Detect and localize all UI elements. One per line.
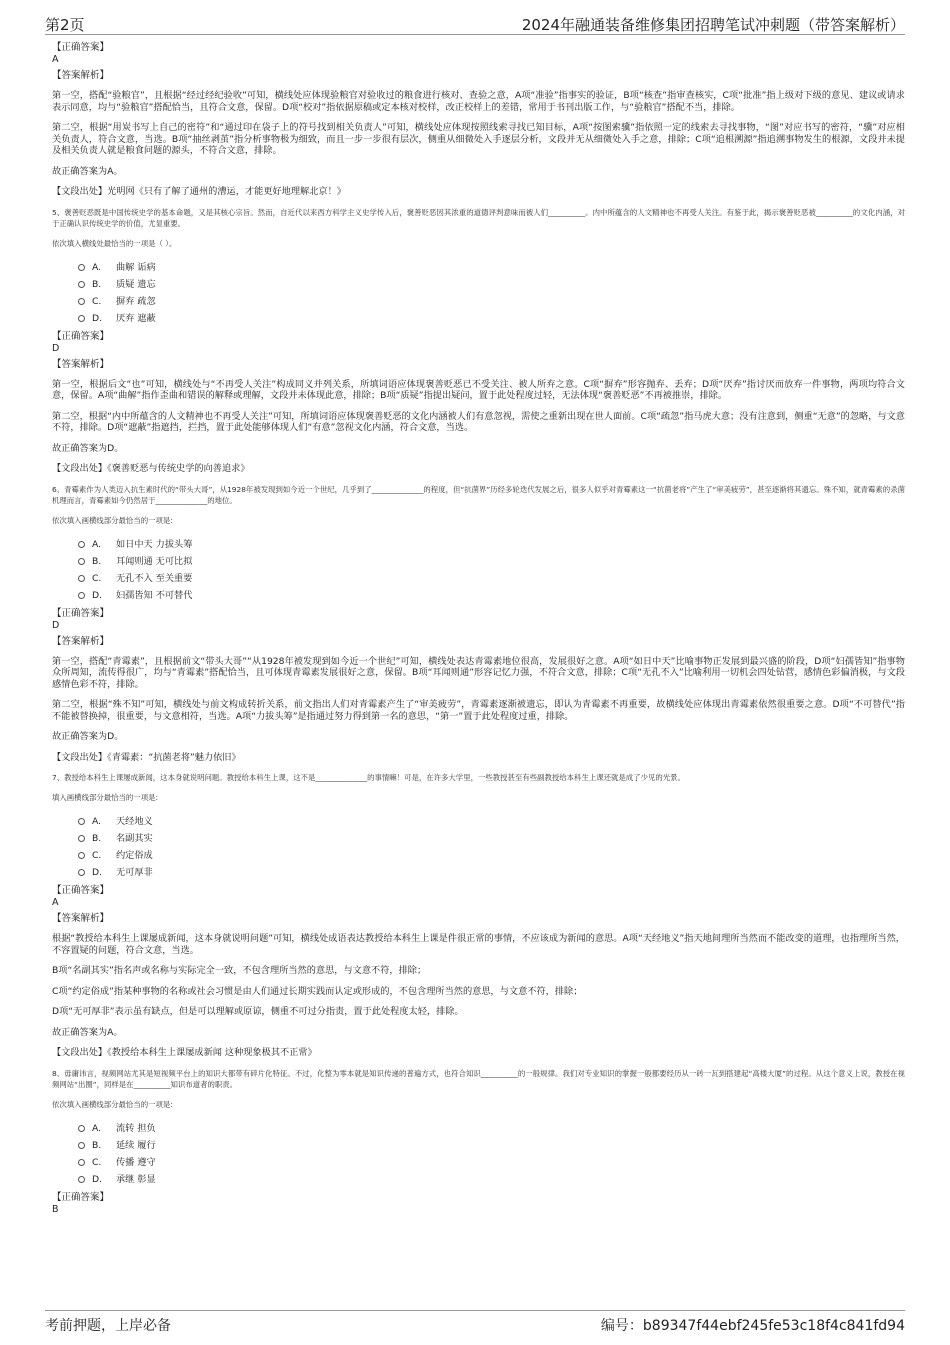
analysis-paragraph: D项“无可厚非”表示虽有缺点，但是可以理解或原谅，侧重不可过分指责，置于此处程度太轻，排除。 [52, 1006, 464, 1017]
option-text: 延续 履行 [116, 1139, 156, 1151]
option-a[interactable]: A. 如日中天 力拔头筹 [78, 536, 905, 553]
option-c[interactable]: C. 无孔不入 至关重要 [78, 570, 905, 587]
document-title: 2024年融通装备维修集团招聘笔试冲刺题（带答案解析） [521, 16, 905, 34]
radio-icon[interactable] [78, 852, 85, 859]
option-b[interactable]: B. 耳闻则通 无可比拟 [78, 553, 905, 570]
question-text: 6、青霉素作为人类迈入抗生素时代的“带头大哥”，从1928年被发现到如今近一个世纪，几乎到了______________的程度，但“抗菌界”历经多轮迭代发展之后，很多人似乎对青霉素这一“抗菌老将”产生了“审美疲劳”，甚至逐渐将其遗忘。殊不知，就青霉素的杀菌机理而言，青霉素如今仍然居于______________的地位。 [52, 484, 905, 505]
question-8 [52, 1068, 905, 1216]
analysis-label: 【答案解析】 [52, 635, 110, 647]
source-citation: 【文段出处】光明网《只有了解了通州的漕运，才能更好地理解北京！》 [52, 186, 346, 197]
analysis-paragraph: 第一空，搭配“青霉素”，且根据前文“带头大哥”“从1928年被发现到如今近一个世纪”可知，横线处表达青霉素地位很高，发展很好之意。A项“如日中天”比喻事物正发展到最兴盛的阶段，D项“妇孺皆知”指事物众所周知，流传得很广，均与“青霉素”搭配恰当，且可体现青霉素发展很好之意，保留。B项“耳闻则通”形容记忆力强，不符合文意，排除；C项“无孔不入”比喻利用一切机会四处钻营，感情色彩偏消极，与文段感情色彩不符，排除。 [52, 655, 905, 690]
footer-slogan: 考前押题，上岸必备 [45, 1318, 171, 1334]
question-5 [52, 207, 905, 475]
radio-icon[interactable] [78, 1142, 85, 1149]
option-text: 无可厚非 [116, 867, 153, 878]
question-prompt: 依次填入画横线部分最恰当的一项是: [52, 1099, 173, 1109]
option-c[interactable]: C. 摒弃 疏忽 [78, 293, 905, 310]
radio-icon[interactable] [78, 1125, 85, 1132]
source-citation: 【文段出处】《青霉素：“抗菌老将”魅力依旧》 [52, 751, 241, 763]
question-text: 7、教授给本科生上课屡成新闻，这本身就说明问题。教授给本科生上课，这不是______________的事情嘛！可是，在许多大学里，一些教授甚至有些副教授给本科生上课还就是成了少见的光景。 [52, 773, 685, 782]
option-text: 妇孺皆知 不可替代 [116, 589, 193, 601]
analysis-paragraph: C项“约定俗成”指某种事物的名称或社会习惯是由人们通过长期实践而认定或形成的，不包含理所当然的意思，与文意不符，排除； [52, 985, 583, 997]
option-b[interactable]: B. 名副其实 [78, 830, 905, 847]
analysis-paragraph: 第一空，根据后文“也”可知，横线处与“不再受人关注”构成同义并列关系，所填词语应体现褒善贬恶已不受关注、被人所弃之意。C项“摒弃”形容抛弃、丢弃；D项“厌弃”指讨厌而放弃一件事物，两项均符合文意，保留。A项“曲解”指作歪曲和错误的解释或理解，文段并未体现此意，排除；B项“质疑”指提出疑问，置于此处程度过轻，无法体现“褒善贬恶”不再被推崇，排除。 [52, 378, 905, 401]
option-text: 曲解 诟病 [116, 261, 156, 273]
option-text: 天经地义 [116, 816, 153, 827]
option-list [78, 1120, 905, 1188]
question-prompt: 填入画横线部分最恰当的一项是: [52, 793, 158, 802]
question-prompt: 依次填入横线处最恰当的一项是（ ）。 [52, 238, 177, 248]
radio-icon[interactable] [78, 315, 85, 322]
radio-icon[interactable] [78, 835, 85, 842]
radio-icon[interactable] [78, 558, 85, 565]
option-text: 摒弃 疏忽 [116, 295, 156, 307]
page-footer [45, 1310, 905, 1335]
option-d[interactable]: D. 承继 彰显 [78, 1171, 905, 1188]
page-header [45, 12, 905, 35]
radio-icon[interactable] [78, 541, 85, 548]
option-a[interactable]: A. 曲解 诟病 [78, 259, 905, 276]
analysis-paragraph: 第二空，根据“内中所蕴含的人文精神也不再受人关注”可知，所填词语应体现褒善贬恶的文化内涵被人们有意忽视，需使之重新出现在世人面前。C项“疏忽”指马虎大意；没有注意到，侧重“无意”的忽略，与文意不符，排除。D项“遮蔽”指遮挡，拦挡，置于此处能够体现人们“有意”忽视文化内涵，符合文意，当选。 [52, 410, 905, 433]
option-text: 如日中天 力拔头筹 [116, 538, 193, 550]
answer-value: A [52, 54, 59, 65]
option-list [78, 536, 905, 604]
option-c[interactable]: C. 传播 遵守 [78, 1154, 905, 1171]
option-text: 质疑 遗忘 [116, 278, 156, 290]
answer-value: D [52, 619, 60, 631]
radio-icon[interactable] [78, 592, 85, 599]
option-d[interactable]: D. 妇孺皆知 不可替代 [78, 587, 905, 604]
answer-label: 【正确答案】 [52, 1191, 110, 1203]
page-number: 第2页 [45, 16, 85, 34]
conclusion: 故正确答案为D。 [52, 731, 124, 742]
option-text: 厌弃 遮蔽 [116, 312, 156, 324]
radio-icon[interactable] [78, 869, 85, 876]
analysis-label: 【答案解析】 [52, 358, 110, 370]
question-prompt: 依次填入画横线部分最恰当的一项是: [52, 515, 173, 525]
answer-label: 【正确答案】 [52, 607, 110, 619]
radio-icon[interactable] [78, 281, 85, 288]
analysis-paragraph: 根据“教授给本科生上课屡成新闻，这本身就说明问题”可知，横线处成语表达教授给本科生上课是件很正常的事情，不应该成为新闻的意思。A项“天经地义”指天地间理所当然而不能改变的道理，也指理所当然，不容置疑的问题，符合文意，当选。 [52, 933, 905, 956]
option-list [78, 259, 905, 327]
option-text: 耳闻则通 无可比拟 [116, 555, 193, 567]
answer-value: A [52, 897, 59, 908]
analysis-label: 【答案解析】 [52, 913, 110, 924]
analysis-label: 【答案解析】 [52, 70, 110, 81]
conclusion: 故正确答案为D。 [52, 442, 124, 454]
option-text: 名副其实 [116, 833, 153, 844]
analysis-paragraph: 第二空，根据“用炭书写上自己的密符”和“通过印在袋子上的符号找到相关负责人”可知，横线处应体现按照线索寻找已知目标，A项“按图索骥”指依照一定的线索去寻找事物，“图”对应书写的密符，“骥”对应相关负责人，符合文意，当选。B项“抽丝剥茧”指分析事物极为细致，而且一步一步很有层次，侧重从细微处入手逐层分析，文段并无从细微处入手之意，排除；C项“追根溯源”指追溯事物发生的根源，文段并未提及相关负责人就是粮食问题的源头，不符合文意，排除。 [52, 122, 905, 156]
radio-icon[interactable] [78, 575, 85, 582]
analysis-paragraph: B项“名副其实”指名声或名称与实际完全一致，不包含理所当然的意思，与文意不符，排除； [52, 965, 427, 976]
answer-label: 【正确答案】 [52, 330, 110, 342]
radio-icon[interactable] [78, 818, 85, 825]
radio-icon[interactable] [78, 1176, 85, 1183]
analysis-paragraph: 第二空，根据“殊不知”可知，横线处与前文构成转折关系，前文指出人们对青霉素产生了“审美疲劳”，青霉素逐渐被遗忘，即认为青霉素不再重要，故横线处应体现出青霉素依然很重要之意。D项“不可替代”指不能被替换掉，很重要，与文意相符，当选。A项“力拔头筹”是指通过努力得到第一名的意思，“第一”置于此处程度过重，排除。 [52, 699, 905, 722]
source-citation: 【文段出处】《教授给本科生上课屡成新闻 这种现象极其不正常》 [52, 1047, 317, 1058]
radio-icon[interactable] [78, 298, 85, 305]
option-text: 约定俗成 [116, 850, 153, 861]
analysis-paragraph: 第一空，搭配“验粮官”，且根据“经过经纪验收”可知，横线处应体现验粮官对验收过的粮食进行核对、查验之意，A项“准验”指事实的验证，B项“核查”指审查核实，C项“批准”指上级对下级的意见、建议或请求表示同意，均与“验粮官”搭配恰当，且符合文意，保留。D项“校对”指依据原稿或定本核对校样，改正校样上的差错，常用于书刊出版工作，与“验粮官”搭配不当，排除。 [52, 90, 905, 113]
radio-icon[interactable] [78, 264, 85, 271]
option-text: 流转 担负 [116, 1122, 156, 1134]
radio-icon[interactable] [78, 1159, 85, 1166]
conclusion: 故正确答案为A。 [52, 165, 123, 177]
option-text: 承继 彰显 [116, 1173, 156, 1185]
conclusion: 故正确答案为A。 [52, 1026, 123, 1038]
option-a[interactable]: A. 流转 担负 [78, 1120, 905, 1137]
option-text: 传播 遵守 [116, 1156, 156, 1168]
question-7 [52, 772, 905, 1059]
option-list [78, 813, 905, 881]
question-text: 5、褒善贬恶既是中国传统史学的基本命题，又是其核心宗旨。然而，自近代以来西方科学主义史学传入后，褒善贬恶因其浓重的道德评判意味而被人们__________。内中所蕴含的人文精神也不再受人关注。有鉴于此，揭示褒善贬恶被__________的文化内涵，对于正确认识传统史学的价值，尤显重要。 [52, 207, 905, 228]
option-a[interactable]: A. 天经地义 [78, 813, 905, 830]
answer-value: B [52, 1203, 59, 1215]
question-text: 8、毋庸讳言，视频网站尤其是短视频平台上的知识大都带有碎片化特征。不过，化整为零本就是知识传递的普遍方式，也符合知识__________的一般规律。我们对专业知识的掌握一般都要经历从一砖一瓦到搭建起“高楼大厦”的过程。从这个意义上说，教授在视频网站“出圈”，同样是在__________知识布道者的职责。 [52, 1068, 905, 1089]
answer-label: 【正确答案】 [52, 885, 110, 896]
page-content [52, 42, 905, 1220]
question-6 [52, 484, 905, 764]
answer-label: 【正确答案】 [52, 42, 110, 53]
document-code: 编号：b89347f44ebf245fe53c18f4c841fd94 [600, 1318, 905, 1334]
option-b[interactable]: B. 延续 履行 [78, 1137, 905, 1154]
option-text: 无孔不入 至关重要 [116, 572, 193, 584]
option-b[interactable]: B. 质疑 遗忘 [78, 276, 905, 293]
option-d[interactable]: D. 无可厚非 [78, 864, 905, 881]
option-c[interactable]: C. 约定俗成 [78, 847, 905, 864]
source-citation: 【文段出处】《褒善贬恶与传统史学的向善追求》 [52, 463, 250, 474]
option-d[interactable]: D. 厌弃 遮蔽 [78, 310, 905, 327]
answer-value: D [52, 342, 60, 354]
